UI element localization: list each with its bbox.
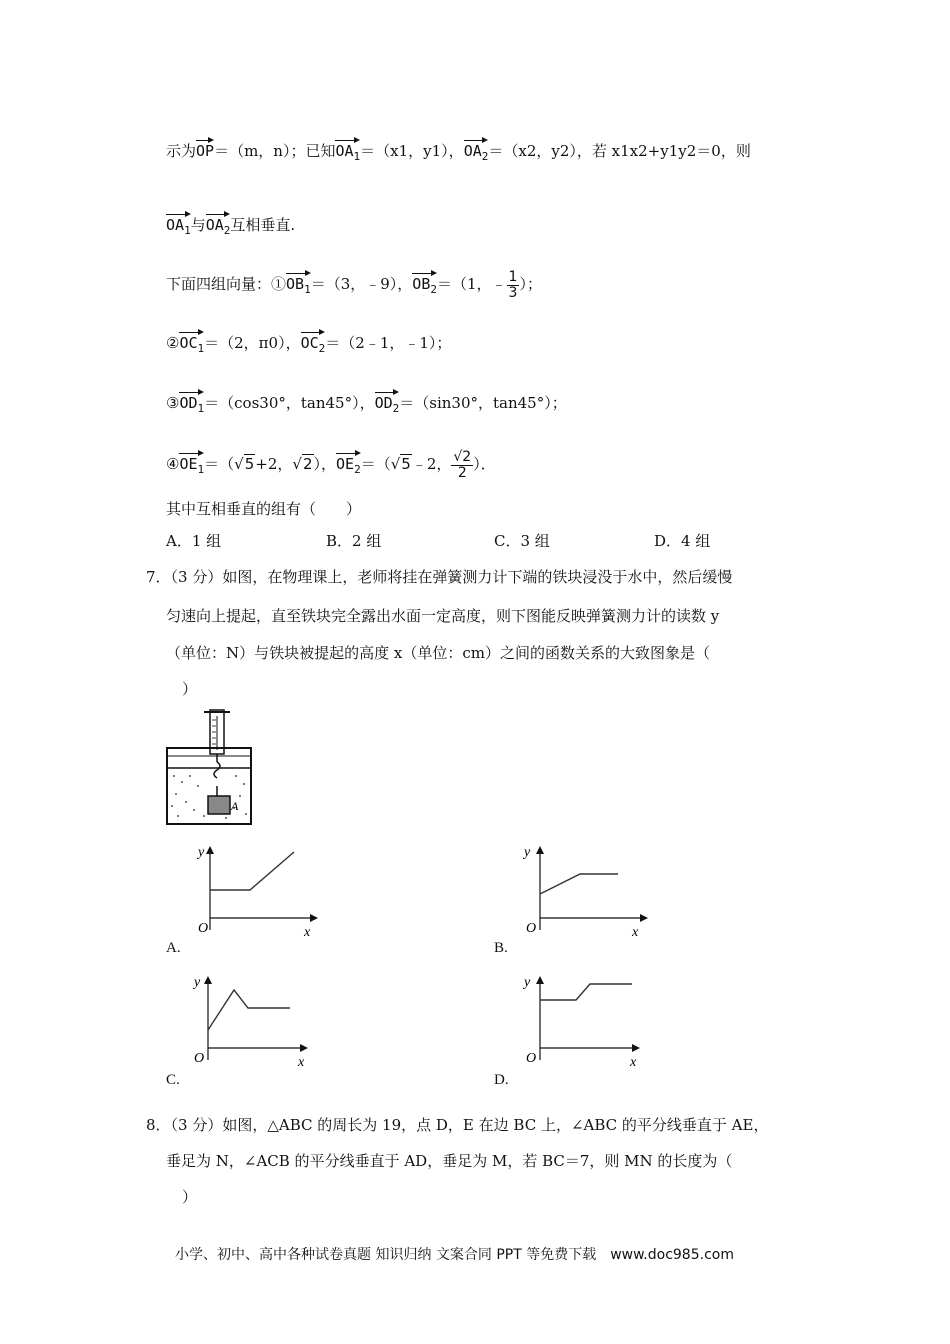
graph-d [520,968,660,1068]
denominator: 2 [457,464,467,481]
text: ＝（ [204,455,235,474]
question-7-line-3: （单位：N）与铁块被提起的高度 x（单位：cm）之间的函数关系的大致图象是（ [166,644,710,662]
footer-text: 小学、初中、高中各种试卷真题 知识归纳 文案合同 PPT 等免费下载 www.doc985.com [175,1247,734,1263]
text: ＝（sin30°，tan45°）； [399,394,567,412]
x-arrow [300,1044,308,1052]
vector-OA1: $OA_1$ [166,216,191,237]
text: 示为 [166,142,197,160]
radicand: 2 [302,455,313,474]
option-c: C．3 组 [494,532,550,550]
x-arrow [640,914,648,922]
graph-b-label: B. [494,940,508,956]
vector-OC2: $OC_2$ [300,334,326,355]
y-label: y [524,975,531,990]
option-b: B．2 组 [326,532,382,550]
x-arrow [310,914,318,922]
sqrt: √2 [292,455,313,474]
text: ＝（cos30°，tan45°）， [204,394,375,412]
text-line-6 [166,450,496,480]
question-6-ask: 其中互相垂直的组有（ ） [166,500,362,518]
text: ﹣2， [411,455,452,474]
sqrt: √5 [234,455,255,474]
x-label: x [298,1055,305,1068]
x-label: x [630,1055,637,1068]
vector-OB2: $OB_2$ [412,275,437,297]
vector-OA2: $OA_2$ [463,142,489,163]
text-line-4 [166,332,451,355]
text-line-2 [166,214,295,237]
y-label: y [524,845,531,860]
text: 下面四组向量：① [166,275,287,294]
numerator: √2 [453,449,472,465]
graph-b [520,840,660,940]
origin-label: O [526,921,537,936]
graph-a-curve [210,852,294,890]
denominator: 3 [508,284,518,301]
graph-d-curve [540,984,632,1000]
scale-ticks [212,720,216,744]
vector-name: OD [179,394,198,412]
y-arrow [204,976,212,984]
iron-block [208,796,230,814]
vector-OA1: $OA_1$ [335,142,361,163]
graph-c [188,968,328,1068]
text: ）； [519,275,542,294]
radicand: 5 [244,455,255,474]
radicand: 5 [401,455,411,474]
text-line-1 [166,140,751,163]
origin-label: O [526,1051,537,1066]
vector-name: OD [374,394,393,412]
y-arrow [536,976,544,984]
radicand: 2 [462,449,472,465]
question-8-line-1: 8．（3 分）如图，△ABC 的周长为 19，点 D，E 在边 BC 上，∠ABC 的平分线垂直于 AE， [146,1116,769,1134]
question-8-line-2: 垂足为 N，∠ACB 的平分线垂直于 AD，垂足为 M，若 BC＝7，则 MN 的长度为（ [166,1152,733,1170]
vector-name: OA [166,216,185,234]
question-7-line-2: 匀速向上提起，直至铁块完全露出水面一定高度，则下图能反映弹簧测力计的读数 y [166,607,720,625]
vector-name: OC [300,334,319,352]
vector-OE1: $OE_1$ [179,455,205,477]
vector-name: OA [463,142,482,160]
origin-label: O [198,921,209,936]
y-arrow [206,846,214,854]
text: ）． [473,455,496,474]
text: ＝（ [360,455,391,474]
y-arrow [536,846,544,854]
graph-b-curve [540,874,618,894]
vector-name: OA [205,216,224,234]
x-label: x [304,925,311,940]
vector-OC1: $OC_1$ [179,334,205,355]
text: ＝（x2，y2），若 x1x2+y1y2＝0，则 [488,142,751,160]
graph-c-curve [208,990,290,1030]
text: +2， [255,455,293,474]
text: ＝（1，﹣ [436,275,507,294]
x-label: x [632,925,639,940]
graph-c-label: C. [166,1072,180,1088]
text: ＝（2﹣1，﹣1）； [325,334,452,352]
text: ③ [166,394,180,412]
vector-name: OE [179,455,198,474]
text: ＝（3，﹣9）， [310,275,413,294]
vector-OP: OP [196,142,215,160]
text: ＝（m，n）；已知 [214,142,336,160]
vector-name: OB [286,275,305,294]
text: ② [166,334,180,352]
text-line-3 [166,270,542,300]
question-7-line-4: ） [182,680,198,698]
figure-label: A [231,799,239,813]
text-line-5 [166,392,567,415]
vector-OA2: $OA_2$ [205,216,231,237]
vector-name: OE [336,455,355,474]
fraction [507,270,520,300]
text: ＝（2，π0）， [204,334,301,352]
question-8-line-3: ） [182,1188,198,1206]
vector-name: OB [412,275,431,294]
origin-label: O [194,1051,205,1066]
spring-scale-figure [164,706,254,826]
graph-a-label: A. [166,940,181,956]
graph-d-label: D. [494,1072,509,1088]
y-label: y [198,845,205,860]
text: 互相垂直. [230,216,296,234]
vector-OD1: $OD_1$ [179,394,205,415]
vector-OE2: $OE_2$ [336,455,361,477]
question-7-line-1: 7．（3 分）如图，在物理课上，老师将挂在弹簧测力计下端的铁块浸没于水中，然后缓慢 [146,568,733,586]
fraction [451,450,473,480]
vector-name: OC [179,334,198,352]
text: ④ [166,455,180,474]
x-arrow [632,1044,640,1052]
vector-OB1: $OB_1$ [286,275,311,297]
option-d: D．4 组 [654,532,711,550]
y-label: y [194,975,201,990]
vector-name: OA [335,142,354,160]
text: 与 [190,216,206,234]
graph-a [190,840,330,940]
vector-OD2: $OD_2$ [374,394,400,415]
sqrt: √5 [390,455,411,474]
text: ＝（x1，y1）， [360,142,464,160]
text: ）， [313,455,337,474]
option-a: A．1 组 [166,532,222,550]
hook [214,762,220,778]
numerator: 1 [508,269,518,285]
